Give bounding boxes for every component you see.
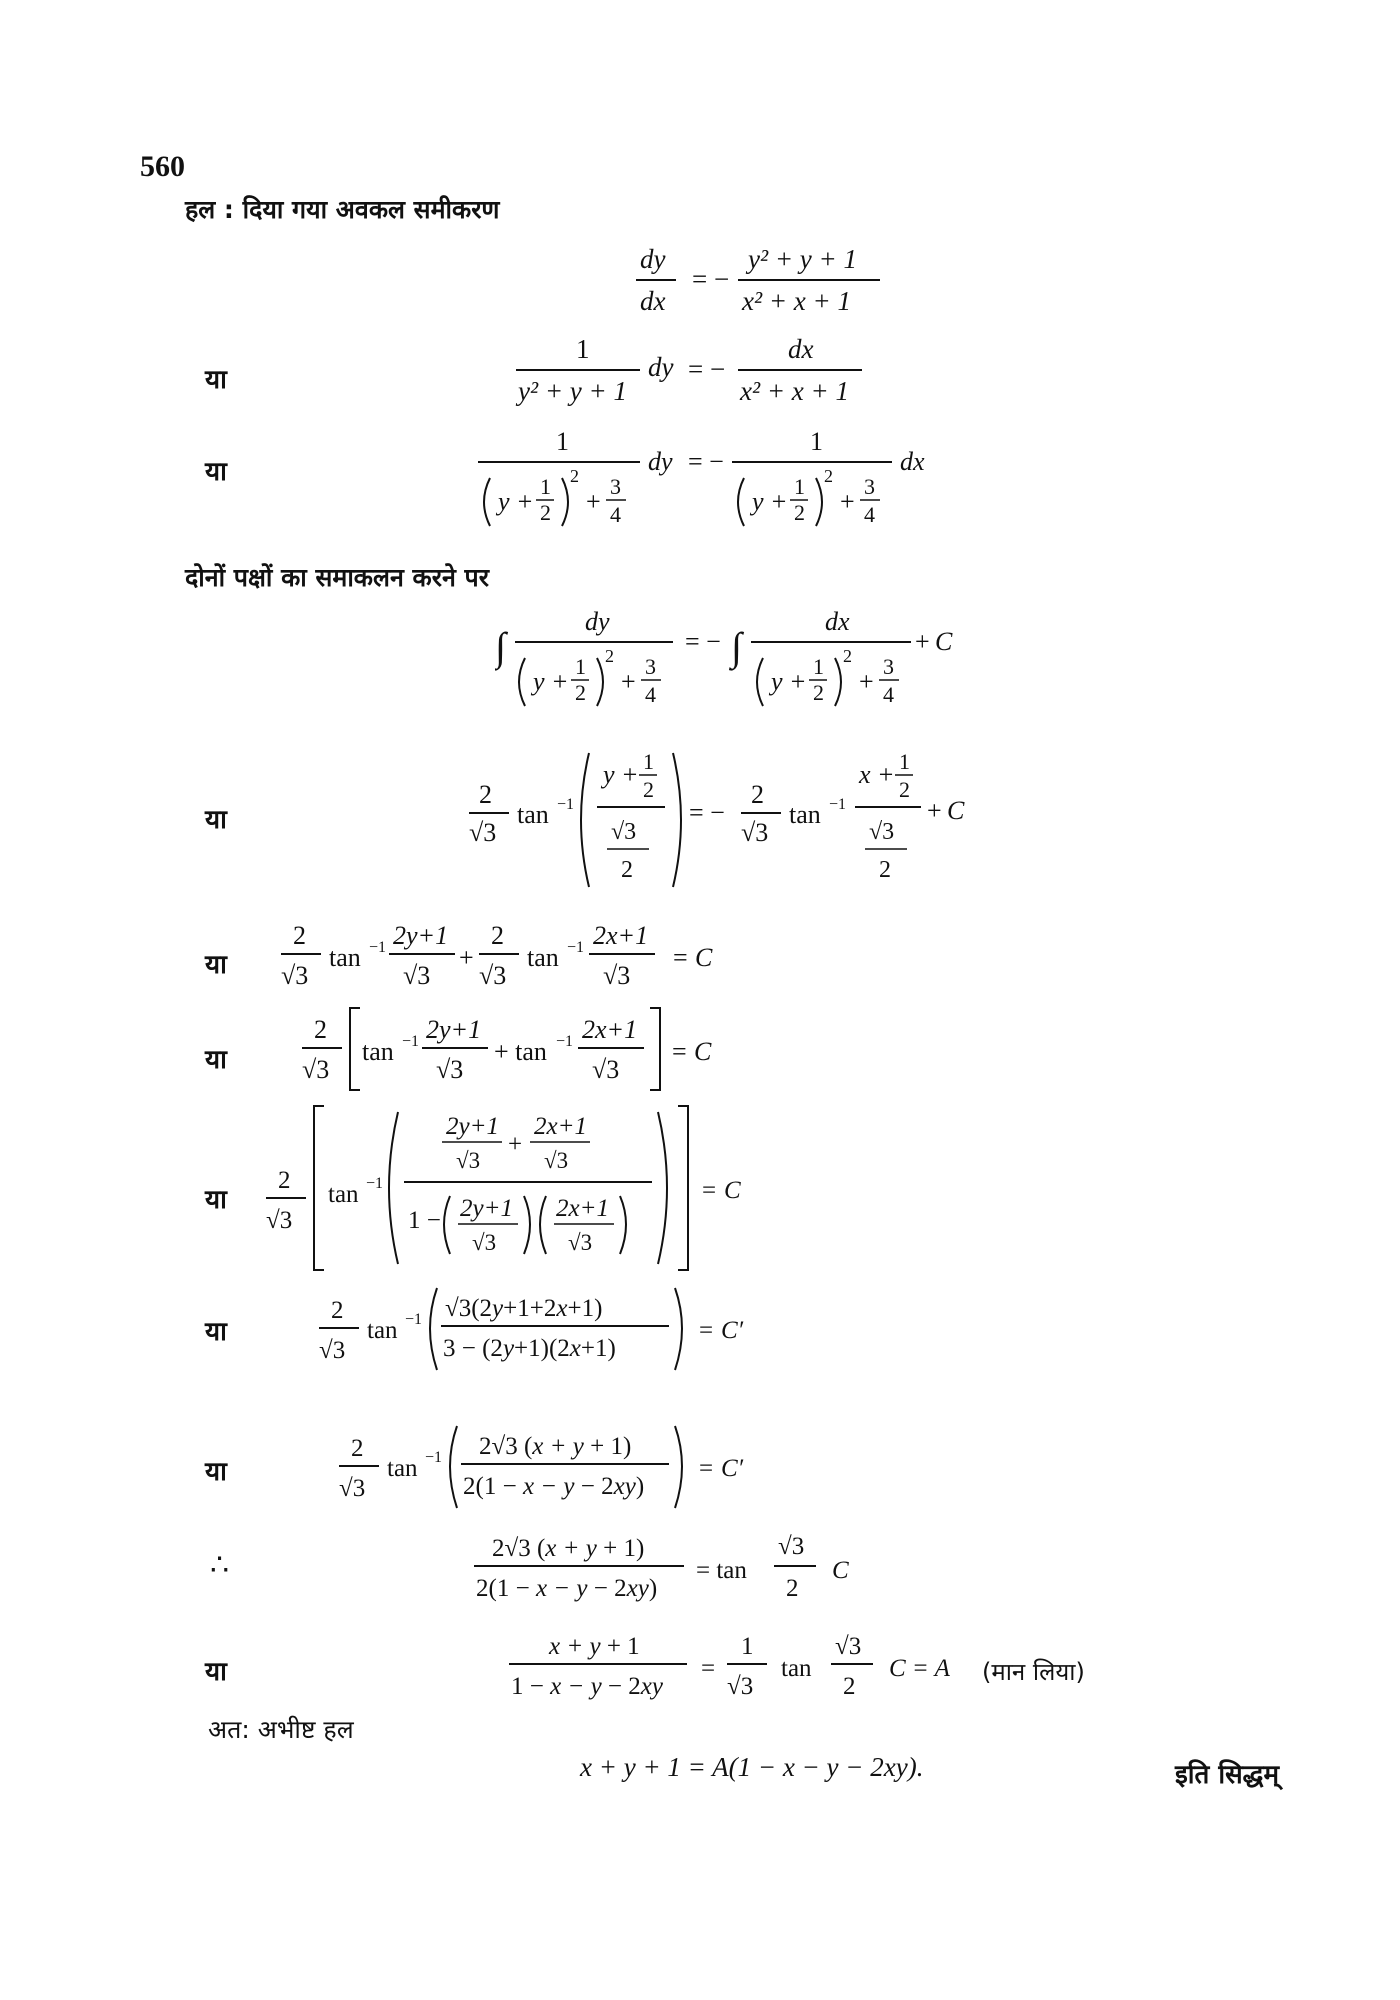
svg-text:2: 2	[479, 780, 492, 809]
svg-text:√3: √3	[319, 1337, 346, 1364]
svg-text:= −: = −	[688, 447, 724, 476]
svg-text:2: 2	[899, 777, 910, 802]
svg-text:tan: tan	[362, 1037, 394, 1066]
svg-text:√3: √3	[472, 1230, 497, 1255]
svg-text:4: 4	[864, 502, 875, 527]
svg-text:2: 2	[794, 500, 805, 525]
svg-text:+ tan: + tan	[494, 1037, 547, 1066]
svg-text:1: 1	[899, 749, 910, 774]
svg-text:√3: √3	[339, 1475, 366, 1502]
svg-text:2x+1: 2x+1	[534, 1113, 587, 1140]
svg-text:x² + x + 1: x² + x + 1	[740, 376, 850, 406]
equation-9	[315, 1282, 775, 1378]
svg-text:√3: √3	[603, 961, 631, 990]
svg-text:2: 2	[351, 1435, 364, 1462]
svg-text:2: 2	[813, 680, 824, 705]
svg-text:= −: = −	[688, 354, 726, 384]
svg-text:y +: y +	[752, 487, 788, 516]
svg-text:√3: √3	[281, 961, 309, 990]
svg-text:4: 4	[645, 682, 656, 707]
svg-text:1 −: 1 −	[408, 1207, 441, 1234]
svg-text:2: 2	[843, 1673, 856, 1700]
svg-text:2x+1: 2x+1	[593, 921, 649, 950]
svg-text:=: =	[699, 1317, 714, 1344]
svg-text:√3: √3	[568, 1230, 593, 1255]
svg-text:√3: √3	[835, 1633, 862, 1660]
svg-text:x² + x + 1: x² + x + 1	[742, 286, 852, 316]
qed-text: इति सिद्धम्	[1175, 1760, 1280, 1790]
final-equation: x + y + 1 = A(1 − x − y − 2xy).	[580, 1752, 924, 1782]
svg-text:+: +	[859, 667, 874, 696]
svg-text:∫: ∫	[731, 624, 742, 669]
svg-text:√3: √3	[544, 1148, 569, 1173]
svg-text:√3: √3	[266, 1207, 293, 1234]
page-number: 560	[140, 150, 185, 183]
svg-text:+: +	[621, 667, 636, 696]
equation-11	[470, 1520, 870, 1616]
therefore-symbol: ∴	[210, 1548, 230, 1583]
svg-text:√3: √3	[302, 1055, 330, 1084]
equation-1	[630, 238, 890, 328]
svg-text:= −: = −	[692, 264, 730, 294]
svg-text:C′: C′	[721, 1455, 744, 1482]
svg-text:tan: tan	[781, 1655, 812, 1682]
svg-text:dy: dy	[640, 244, 666, 274]
svg-text:+: +	[915, 627, 930, 656]
svg-text:√3: √3	[727, 1673, 754, 1700]
svg-text:1: 1	[575, 654, 586, 679]
svg-text:2y+1: 2y+1	[426, 1015, 482, 1044]
svg-text:−1: −1	[557, 796, 575, 813]
svg-text:2y+1: 2y+1	[460, 1195, 513, 1222]
svg-text:C: C	[935, 627, 953, 656]
svg-text:3 − (2y+1)(2x+1): 3 − (2y+1)(2x+1)	[443, 1335, 616, 1362]
svg-text:C: C	[695, 943, 713, 972]
ya-label: या	[205, 1185, 227, 1215]
assume-note: (मान लिया)	[982, 1658, 1085, 1686]
svg-text:2(1 − x − y − 2xy): 2(1 − x − y − 2xy)	[463, 1473, 645, 1500]
svg-text:√3: √3	[778, 1533, 805, 1560]
svg-text:√3: √3	[456, 1148, 481, 1173]
svg-text:−1: −1	[829, 796, 847, 813]
svg-text:dx: dx	[825, 607, 850, 636]
svg-text:2: 2	[491, 921, 504, 950]
svg-text:2: 2	[570, 466, 579, 486]
svg-text:dx: dx	[900, 447, 925, 476]
svg-text:y² + y + 1: y² + y + 1	[748, 244, 858, 274]
svg-text:−1: −1	[369, 939, 387, 956]
svg-text:=: =	[701, 1655, 716, 1682]
svg-text:−1: −1	[402, 1033, 420, 1050]
svg-text:2y+1: 2y+1	[446, 1113, 499, 1140]
svg-text:2: 2	[575, 680, 586, 705]
svg-text:2: 2	[331, 1297, 344, 1324]
ya-label: या	[205, 1045, 227, 1075]
svg-text:√3: √3	[436, 1055, 464, 1084]
ya-label: या	[205, 1657, 227, 1687]
svg-text:C′: C′	[721, 1317, 744, 1344]
svg-text:2: 2	[843, 646, 852, 666]
svg-text:x + y + 1: x + y + 1	[549, 1633, 640, 1660]
svg-text:1: 1	[540, 474, 551, 499]
svg-text:2: 2	[621, 857, 633, 883]
svg-text:2x+1: 2x+1	[582, 1015, 638, 1044]
equation-8	[262, 1100, 762, 1280]
svg-text:+: +	[586, 487, 601, 516]
svg-text:+: +	[840, 487, 855, 516]
svg-text:3: 3	[610, 474, 621, 499]
integrate-text: दोनों पक्षों का समाकलन करने पर	[185, 563, 489, 592]
svg-text:=: =	[673, 943, 688, 972]
svg-text:√3: √3	[469, 818, 497, 847]
svg-text:2: 2	[540, 500, 551, 525]
svg-text:C: C	[832, 1557, 849, 1584]
equation-4	[495, 600, 975, 730]
svg-text:1: 1	[643, 749, 654, 774]
ya-label: या	[205, 1317, 227, 1347]
svg-text:2: 2	[786, 1575, 799, 1602]
equation-5	[465, 745, 985, 895]
svg-text:1: 1	[813, 654, 824, 679]
svg-text:√3: √3	[592, 1055, 620, 1084]
svg-text:2: 2	[751, 780, 764, 809]
svg-text:dx: dx	[788, 334, 814, 364]
svg-text:dy: dy	[648, 447, 673, 476]
svg-text:C: C	[724, 1177, 741, 1204]
svg-text:y +: y +	[771, 667, 807, 696]
equation-12	[505, 1618, 965, 1714]
svg-text:1: 1	[810, 427, 823, 456]
svg-text:+: +	[508, 1131, 523, 1158]
ya-label: या	[205, 457, 227, 487]
svg-text:y +: y +	[498, 487, 534, 516]
svg-text:=: =	[702, 1177, 717, 1204]
equation-6	[275, 910, 755, 1000]
svg-text:4: 4	[610, 502, 621, 527]
svg-text:2y+1: 2y+1	[393, 921, 449, 950]
svg-text:√3: √3	[479, 961, 507, 990]
svg-text:tan: tan	[387, 1455, 418, 1482]
svg-text:−1: −1	[366, 1175, 384, 1192]
svg-text:3: 3	[645, 654, 656, 679]
svg-text:=: =	[672, 1037, 687, 1066]
svg-text:1: 1	[556, 427, 569, 456]
svg-text:x +: x +	[859, 760, 895, 789]
svg-text:= −: = −	[689, 798, 725, 827]
ya-label: या	[205, 365, 227, 395]
conclusion-text: अत: अभीष्ट हल	[208, 1715, 354, 1744]
svg-text:1: 1	[741, 1633, 754, 1660]
svg-text:tan: tan	[328, 1181, 359, 1208]
svg-text:4: 4	[883, 682, 894, 707]
svg-text:1: 1	[576, 334, 590, 364]
svg-text:2: 2	[314, 1015, 327, 1044]
svg-text:−1: −1	[556, 1033, 574, 1050]
svg-text:−1: −1	[405, 1311, 423, 1328]
svg-text:2: 2	[278, 1167, 291, 1194]
svg-text:∫: ∫	[495, 624, 506, 669]
equation-2	[510, 330, 870, 420]
svg-text:= tan: = tan	[696, 1557, 747, 1584]
svg-text:2√3 (x + y + 1): 2√3 (x + y + 1)	[479, 1433, 632, 1460]
svg-text:3: 3	[883, 654, 894, 679]
svg-text:2√3 (x + y + 1): 2√3 (x + y + 1)	[492, 1535, 645, 1562]
svg-text:2: 2	[879, 857, 891, 883]
svg-text:3: 3	[864, 474, 875, 499]
equation-10	[335, 1420, 775, 1516]
ya-label: या	[205, 805, 227, 835]
svg-text:2: 2	[643, 777, 654, 802]
svg-text:1: 1	[794, 474, 805, 499]
svg-text:dy: dy	[648, 352, 674, 382]
svg-text:2: 2	[293, 921, 306, 950]
svg-text:√3: √3	[869, 819, 895, 845]
svg-text:y² + y + 1: y² + y + 1	[518, 376, 628, 406]
svg-text:y +: y +	[533, 667, 569, 696]
svg-text:y +: y +	[603, 760, 639, 789]
svg-text:tan: tan	[789, 800, 821, 829]
svg-text:tan: tan	[367, 1317, 398, 1344]
equation-3	[470, 420, 950, 550]
svg-text:−1: −1	[567, 939, 585, 956]
svg-text:−1: −1	[425, 1449, 443, 1466]
solution-intro: हल : दिया गया अवकल समीकरण	[185, 195, 500, 224]
svg-text:+: +	[927, 796, 942, 825]
svg-text:tan: tan	[527, 943, 559, 972]
svg-text:C = A: C = A	[889, 1655, 950, 1682]
svg-text:√3: √3	[741, 818, 769, 847]
svg-text:2(1 − x − y − 2xy): 2(1 − x − y − 2xy)	[476, 1575, 658, 1602]
svg-text:= −: = −	[685, 627, 721, 656]
equation-7	[298, 1002, 758, 1098]
svg-text:√3: √3	[403, 961, 431, 990]
svg-text:2: 2	[824, 466, 833, 486]
svg-text:=: =	[699, 1455, 714, 1482]
svg-text:C: C	[694, 1037, 712, 1066]
ya-label: या	[205, 1457, 227, 1487]
svg-text:2x+1: 2x+1	[556, 1195, 609, 1222]
svg-text:dy: dy	[585, 607, 610, 636]
ya-label: या	[205, 950, 227, 980]
svg-text:+: +	[459, 943, 474, 972]
svg-text:tan: tan	[517, 800, 549, 829]
svg-text:√3(2y+1+2x+1): √3(2y+1+2x+1)	[445, 1295, 603, 1322]
svg-text:√3: √3	[611, 819, 637, 845]
svg-text:C: C	[947, 796, 965, 825]
svg-text:1 − x − y − 2xy: 1 − x − y − 2xy	[511, 1673, 663, 1700]
svg-text:tan: tan	[329, 943, 361, 972]
svg-text:2: 2	[605, 646, 614, 666]
svg-text:dx: dx	[640, 286, 666, 316]
